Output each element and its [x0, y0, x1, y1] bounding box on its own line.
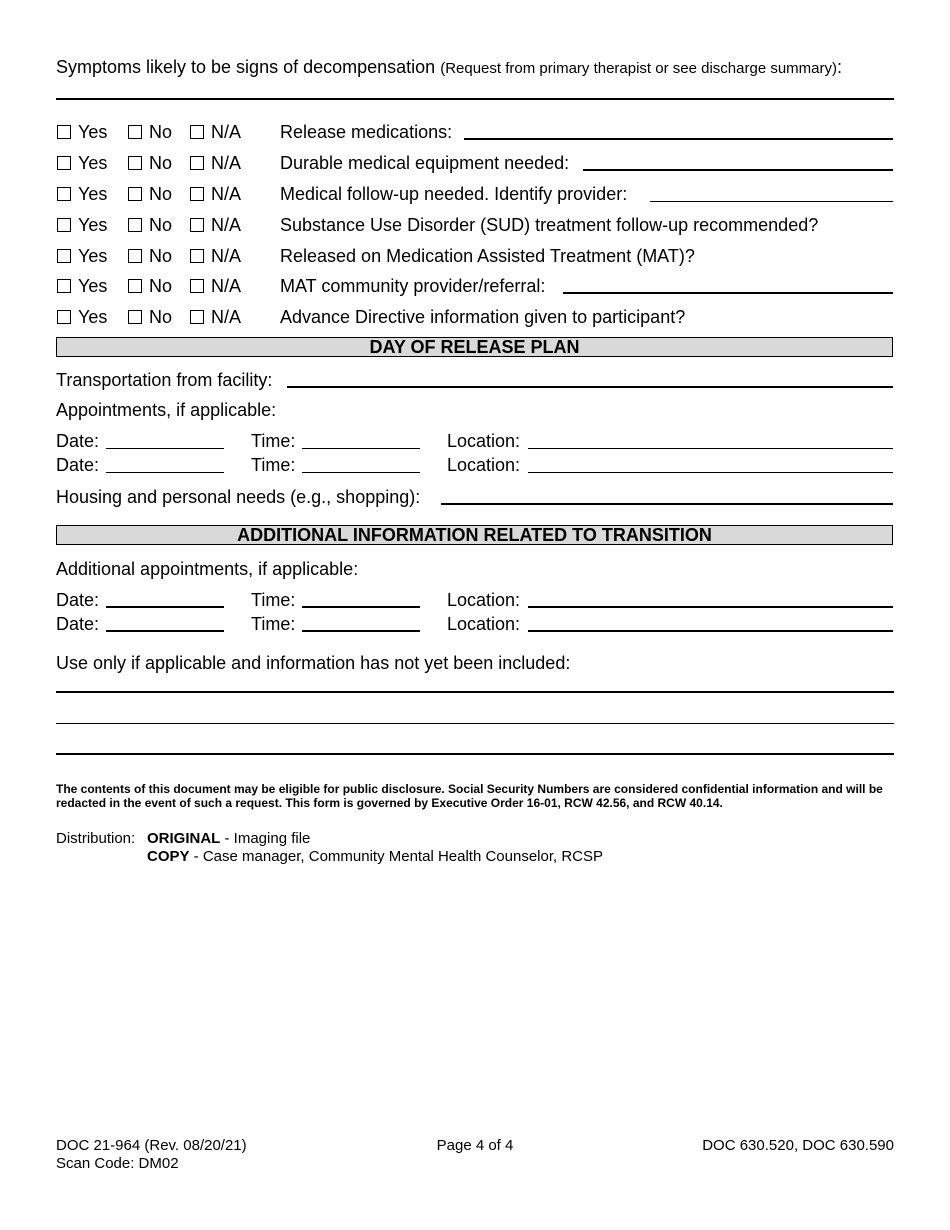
additional-appointments-label: Additional appointments, if applicable:	[56, 559, 359, 579]
na-checkbox[interactable]	[190, 218, 204, 232]
medical-follow-up-label: Medical follow-up needed. Identify provider:	[280, 184, 628, 204]
na-checkbox[interactable]	[190, 125, 204, 139]
additional-info-heading: ADDITIONAL INFORMATION RELATED TO TRANSITION	[56, 525, 893, 545]
disclosure-notice: The contents of this document may be eligible for public disclosure. Social Security Numbers are considered confidential information and will be redacted in the event of such a request. This form is governed by Executive Order 16-01, RCW 42.56, and RCW 40.14.	[56, 782, 883, 810]
notes-line[interactable]	[56, 753, 894, 755]
time-label: Time:	[251, 431, 296, 451]
yes-checkbox[interactable]	[57, 125, 71, 139]
location-field[interactable]	[528, 448, 893, 449]
symptoms-suffix: :	[837, 57, 843, 77]
yes-label: Yes	[78, 122, 108, 142]
date-field[interactable]	[106, 448, 224, 449]
no-label: No	[149, 246, 173, 266]
no-checkbox[interactable]	[128, 156, 142, 170]
copy-text: - Case manager, Community Mental Health Counselor, RCSP	[189, 848, 604, 865]
time-label: Time:	[251, 455, 296, 475]
na-checkbox[interactable]	[190, 310, 204, 324]
yes-checkbox[interactable]	[57, 249, 71, 263]
no-checkbox[interactable]	[128, 249, 142, 263]
housing-field[interactable]	[441, 503, 893, 505]
time-field[interactable]	[302, 606, 420, 608]
distribution-copy	[147, 848, 603, 866]
yes-label: Yes	[78, 153, 108, 173]
yes-label: Yes	[78, 215, 108, 235]
distribution-label: Distribution:	[56, 830, 136, 847]
durable-equipment-field[interactable]	[583, 169, 893, 171]
mat-release-label: Released on Medication Assisted Treatment (MAT)?	[280, 246, 695, 266]
no-checkbox[interactable]	[128, 125, 142, 139]
original-text: - Imaging file	[220, 830, 311, 847]
date-label: Date:	[56, 590, 100, 610]
location-field[interactable]	[528, 630, 893, 632]
policy-references: DOC 630.520, DOC 630.590	[702, 1137, 894, 1154]
date-label: Date:	[56, 431, 100, 451]
transportation-label: Transportation from facility:	[56, 370, 273, 390]
symptoms-input-line[interactable]	[56, 98, 894, 100]
durable-equipment-label: Durable medical equipment needed:	[280, 153, 570, 173]
no-label: No	[149, 122, 173, 142]
time-field[interactable]	[302, 448, 420, 449]
date-label: Date:	[56, 614, 100, 634]
notes-line[interactable]	[56, 723, 894, 724]
housing-label: Housing and personal needs (e.g., shopping):	[56, 487, 421, 507]
sud-follow-up-label: Substance Use Disorder (SUD) treatment follow-up recommended?	[280, 215, 819, 235]
time-label: Time:	[251, 590, 296, 610]
location-label: Location:	[447, 590, 521, 610]
location-field[interactable]	[528, 606, 893, 608]
no-checkbox[interactable]	[128, 279, 142, 293]
yes-label: Yes	[78, 276, 108, 296]
symptoms-note: (Request from primary therapist or see discharge summary)	[440, 60, 837, 77]
yes-checkbox[interactable]	[57, 156, 71, 170]
copy-bold: COPY	[147, 848, 190, 865]
original-bold: ORIGINAL	[147, 830, 221, 847]
yes-checkbox[interactable]	[57, 218, 71, 232]
use-only-label: Use only if applicable and information has not yet been included:	[56, 653, 571, 673]
mat-provider-label: MAT community provider/referral:	[280, 276, 546, 296]
na-label: N/A	[211, 215, 242, 235]
notes-line[interactable]	[56, 691, 894, 693]
na-label: N/A	[211, 246, 242, 266]
na-checkbox[interactable]	[190, 279, 204, 293]
na-label: N/A	[211, 276, 242, 296]
na-label: N/A	[211, 122, 242, 142]
no-label: No	[149, 276, 173, 296]
date-field[interactable]	[106, 606, 224, 608]
location-label: Location:	[447, 455, 521, 475]
date-field[interactable]	[106, 630, 224, 632]
na-label: N/A	[211, 184, 242, 204]
day-of-release-heading: DAY OF RELEASE PLAN	[56, 337, 893, 357]
scan-code: Scan Code: DM02	[56, 1155, 179, 1172]
mat-provider-field[interactable]	[563, 292, 893, 294]
yes-checkbox[interactable]	[57, 187, 71, 201]
location-field[interactable]	[528, 472, 893, 473]
distribution-block	[56, 830, 135, 848]
yes-label: Yes	[78, 246, 108, 266]
symptoms-prompt	[56, 56, 842, 78]
location-label: Location:	[447, 614, 521, 634]
yes-checkbox[interactable]	[57, 279, 71, 293]
date-field[interactable]	[106, 472, 224, 473]
na-checkbox[interactable]	[190, 156, 204, 170]
release-medications-field[interactable]	[464, 138, 893, 140]
time-field[interactable]	[302, 630, 420, 632]
location-label: Location:	[447, 431, 521, 451]
yes-checkbox[interactable]	[57, 310, 71, 324]
no-label: No	[149, 184, 173, 204]
symptoms-label: Symptoms likely to be signs of decompensation	[56, 57, 436, 77]
na-label: N/A	[211, 153, 242, 173]
time-label: Time:	[251, 614, 296, 634]
medical-provider-field[interactable]	[650, 201, 893, 202]
transportation-field[interactable]	[287, 386, 893, 388]
time-field[interactable]	[302, 472, 420, 473]
na-checkbox[interactable]	[190, 249, 204, 263]
form-number: DOC 21-964 (Rev. 08/20/21)	[56, 1137, 247, 1154]
yes-label: Yes	[78, 184, 108, 204]
distribution-original	[147, 830, 310, 848]
no-checkbox[interactable]	[128, 187, 142, 201]
na-checkbox[interactable]	[190, 187, 204, 201]
page-number: Page 4 of 4	[436, 1137, 514, 1154]
na-label: N/A	[211, 307, 242, 327]
no-label: No	[149, 215, 173, 235]
no-checkbox[interactable]	[128, 310, 142, 324]
no-label: No	[149, 307, 173, 327]
advance-directive-label: Advance Directive information given to participant?	[280, 307, 686, 327]
no-label: No	[149, 153, 173, 173]
release-medications-label: Release medications:	[280, 122, 453, 142]
no-checkbox[interactable]	[128, 218, 142, 232]
appointments-label: Appointments, if applicable:	[56, 400, 277, 420]
yes-label: Yes	[78, 307, 108, 327]
date-label: Date:	[56, 455, 100, 475]
